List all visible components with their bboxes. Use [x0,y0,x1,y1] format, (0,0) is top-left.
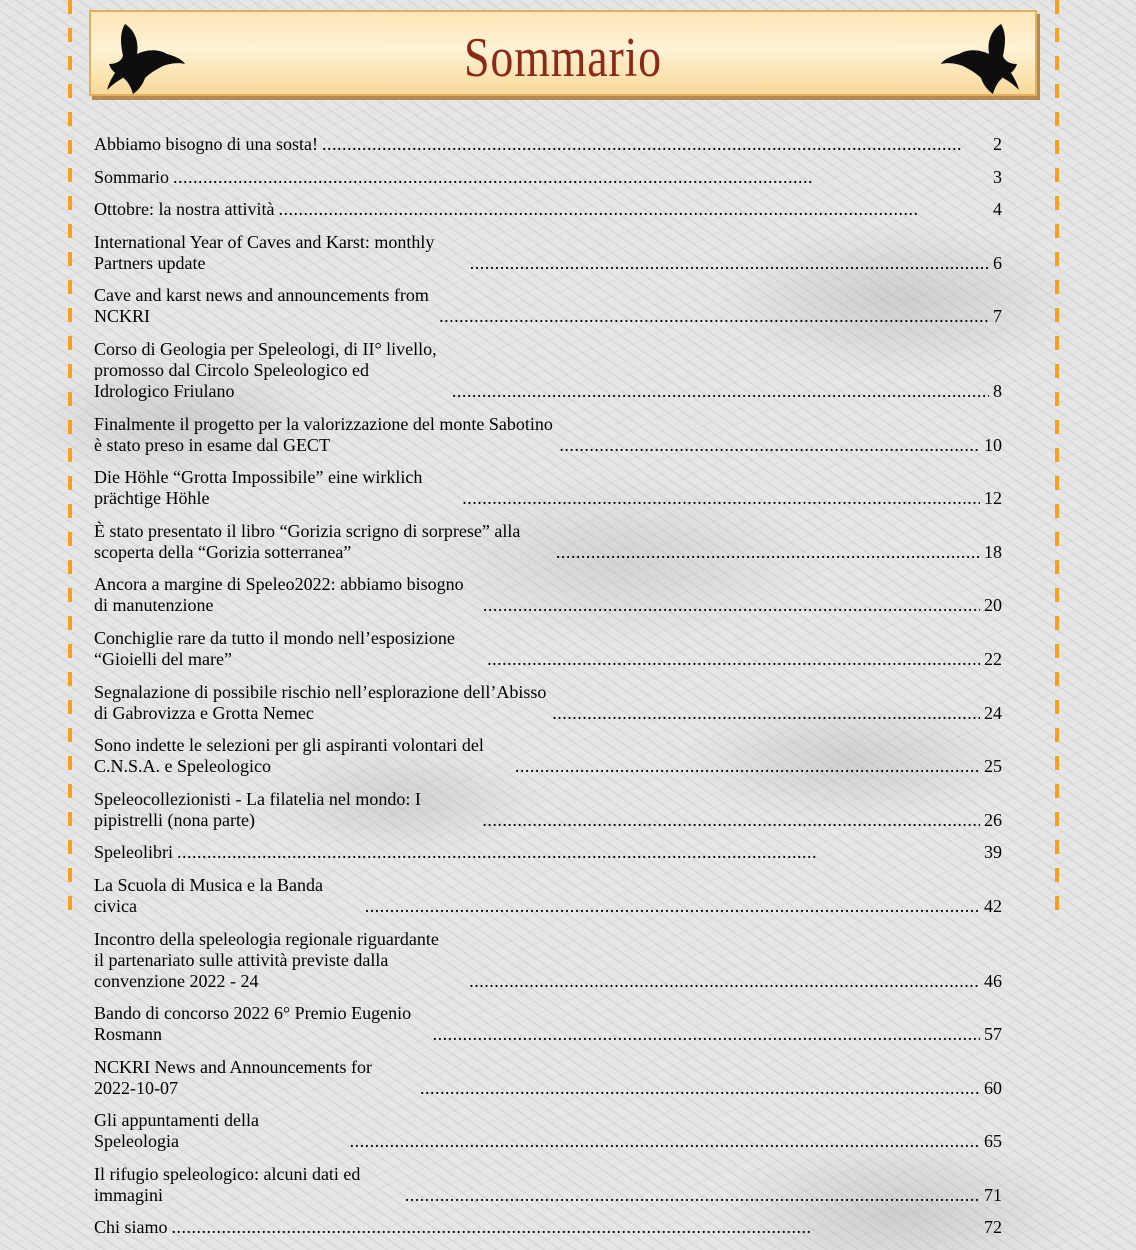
toc-entry-title: International Year of Caves and Karst: monthly Partners update [94,231,435,273]
toc-entry-title: Sono indette le selezioni per gli aspiranti volontari del C.N.S.A. e Speleologico [94,735,484,777]
toc-entry[interactable] [94,467,1002,509]
toc-entry-page: 24 [984,702,1002,723]
toc-entry-page: 65 [984,1131,1002,1152]
toc-leader-dots [556,542,980,563]
toc-entry[interactable] [94,232,1002,274]
toc-entry-title: Il rifugio speleologico: alcuni dati ed immagini [94,1163,361,1205]
toc-leader-dots [278,199,989,220]
toc-entry[interactable] [94,1003,1002,1045]
toc-leader-dots [483,595,980,616]
toc-entry[interactable] [94,735,1002,777]
toc-entry-title: Cave and karst news and announcements from NCKRI [94,285,429,327]
toc-entry-page: 6 [993,252,1002,273]
toc-entry[interactable] [94,1164,1002,1206]
toc-leader-dots [469,971,980,992]
toc-entry-title: La Scuola di Musica e la Banda civica [94,874,323,916]
toc-entry-page: 4 [993,199,1002,220]
toc-entry-title: Conchiglie rare da tutto il mondo nell’esposizione “Gioielli del mare” [94,627,455,669]
toc-entry[interactable] [94,339,1002,402]
toc-entry[interactable] [94,1110,1002,1152]
toc-entry-title: Incontro della speleologia regionale riguardante il partenariato sulle attività previste dalla convenzione 2022 - 24 [94,928,439,991]
toc-leader-dots [322,134,989,155]
toc-entry-page: 22 [984,648,1002,669]
toc-entry-page: 12 [984,488,1002,509]
toc-entry-title: Ancora a margine di Speleo2022: abbiamo bisogno di manutenzione [94,574,464,616]
toc-entry-title: Bando di concorso 2022 6° Premio Eugenio Rosmann [94,1003,412,1045]
toc-entry-title: Die Höhle “Grotta Impossibile” eine wirklich prächtige Höhle [94,467,423,509]
bat-icon-right [939,20,1021,96]
toc-entry[interactable] [94,875,1002,917]
toc-entry-page: 3 [993,166,1002,187]
toc-entry[interactable] [94,199,1002,220]
toc-leader-dots [365,896,980,917]
page-title: Sommario [464,27,662,89]
toc-entry-page: 71 [984,1184,1002,1205]
toc-entry-page: 60 [984,1077,1002,1098]
toc-leader-dots [350,1131,980,1152]
toc-entry[interactable] [94,789,1002,831]
toc-entry-page: 20 [984,595,1002,616]
toc-entry[interactable] [94,682,1002,724]
toc-leader-dots [405,1185,980,1206]
toc-entry-title: Speleolibri [94,842,173,863]
toc-entry-page: 25 [984,756,1002,777]
toc-leader-dots [452,381,989,402]
toc-entry-page: 72 [984,1217,1002,1238]
toc-entry-title: NCKRI News and Announcements for 2022-10-07 [94,1056,372,1098]
toc-entry-page: 26 [984,809,1002,830]
toc-leader-dots [482,810,980,831]
toc-entry-title: Chi siamo [94,1217,168,1238]
toc-entry-page: 7 [993,306,1002,327]
toc-entry[interactable] [94,134,1002,155]
toc-entry-title: Gli appuntamenti della Speleologia [94,1110,259,1152]
toc-entry-title: Ottobre: la nostra attività [94,199,275,220]
toc-entry[interactable] [94,521,1002,563]
toc-leader-dots [173,167,989,188]
toc-entry-page: 2 [993,134,1002,154]
toc-leader-dots [487,649,980,670]
toc-entry-title: Corso di Geologia per Speleologi, di II° livello, promosso dal Circolo Speleologico ed Idrologico Friulano [94,338,437,401]
table-of-contents [94,134,1002,1250]
toc-entry-page: 57 [984,1024,1002,1045]
toc-leader-dots [470,253,989,274]
toc-entry-page: 18 [984,541,1002,562]
toc-leader-dots [177,842,980,863]
toc-entry[interactable] [94,628,1002,670]
right-dashed-border [1055,0,1059,913]
toc-leader-dots [515,756,980,777]
toc-leader-dots [559,435,980,456]
toc-entry-title: Segnalazione di possibile rischio nell’esplorazione dell’Abisso di Gabrovizza e Grotta Nemec [94,681,547,723]
bat-icon-left [105,20,187,96]
title-banner [89,10,1037,96]
toc-entry-title: È stato presentato il libro “Gorizia scrigno di sorprese” alla scoperta della “Gorizia sotterranea” [94,520,521,562]
toc-entry-title: Sommario [94,166,169,187]
toc-entry-page: 39 [984,842,1002,863]
toc-entry-title: Speleocollezionisti - La filatelia nel mondo: I pipistrelli (nona parte) [94,788,421,830]
toc-leader-dots [439,306,989,327]
toc-entry[interactable] [94,929,1002,992]
toc-entry[interactable] [94,842,1002,863]
toc-entry[interactable] [94,1057,1002,1099]
left-dashed-border [68,0,72,913]
toc-leader-dots [433,1024,980,1045]
toc-entry[interactable] [94,285,1002,327]
toc-entry-title: Finalmente il progetto per la valorizzazione del monte Sabotino è stato preso in esame dal GECT [94,413,553,455]
toc-entry[interactable] [94,167,1002,188]
toc-entry-page: 46 [984,970,1002,991]
toc-entry-page: 42 [984,895,1002,916]
toc-leader-dots [462,488,980,509]
toc-leader-dots [172,1217,980,1238]
toc-entry-page: 8 [993,380,1002,401]
toc-entry[interactable] [94,1217,1002,1238]
toc-entry-title: Abbiamo bisogno di una sosta! [94,134,318,154]
toc-leader-dots [420,1078,980,1099]
toc-entry[interactable] [94,574,1002,616]
toc-leader-dots [552,703,980,724]
toc-entry[interactable] [94,414,1002,456]
toc-entry-page: 10 [984,434,1002,455]
